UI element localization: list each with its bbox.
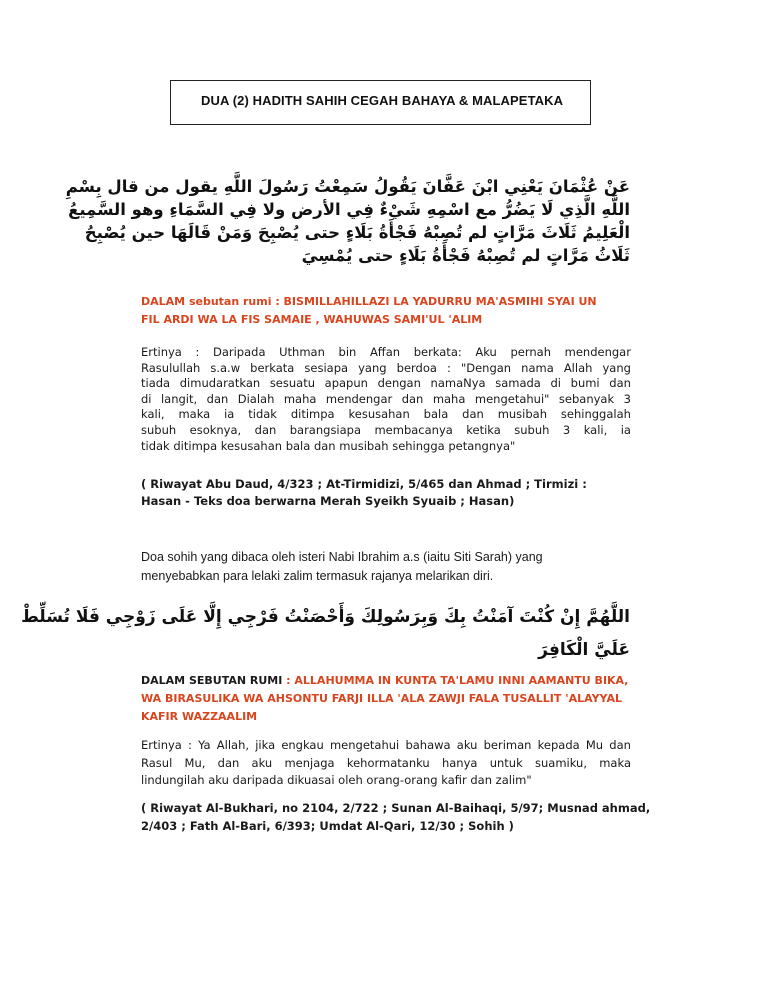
rumi-line	[141, 672, 631, 690]
hadith-2-rumi	[141, 672, 631, 726]
arabic-line: اللَّهِ الَّذِي لَا يَضُرُّ مع اسْمِهِ شَيْءٌ فِي الأرض ولا فِي السَّمَاءِ وهو السَّمِيعُ	[68, 200, 630, 219]
intro-line: menyebabkan para lelaki zalim termasuk rajanya melarikan diri.	[141, 569, 494, 583]
translation-line: kali, maka ia tidak ditimpa kesusahan bala dan musibah sehinggalah	[141, 407, 631, 422]
arabic-line: عَنْ عُثْمَانَ يَعْنِي ابْنَ عَفَّانَ يَقُولُ سَمِعْتُ رَسُولَ اللَّهِ يقول من قال بِسْمِ	[65, 177, 630, 196]
translation-line: Rasulullah s.a.w berkata sesiapa yang berdoa : "Dengan nama Allah yang	[141, 360, 631, 375]
hadith-1-translation	[141, 345, 631, 454]
hadith-1-rumi	[141, 293, 631, 329]
hadith-2-arabic	[21, 601, 630, 667]
arabic-line: ثَلَاثُ مَرَّاتٍ لم تُصِبْهُ فَجْأَةُ بَلَاءٍ حتى يُمْسِيَ	[301, 246, 630, 265]
arabic-line: عَلَيَّ الْكَافِرَ	[538, 640, 630, 660]
arabic-line: الْعَلِيمُ ثَلَاثَ مَرَّاتٍ لم تُصِبْهُ فَجْأَةُ بَلَاءٍ حتى يُصْبِحَ وَمَنْ قَالَهَا حين يُصْبِحُ	[84, 223, 630, 242]
translation-line: Ertinya : Daripada Uthman bin Affan berkata: Aku pernah mendengar	[141, 345, 631, 359]
reference-line: ( Riwayat Al-Bukhari, no 2104, 2/722 ; Sunan Al-Baihaqi, 5/97; Musnad ahmad,	[141, 801, 651, 815]
translation-line: lindungilah aku daripada dikuasai oleh orang-orang kafir dan zalim"	[141, 773, 532, 787]
reference-line: Hasan - Teks doa berwarna Merah Syeikh Syuaib ; Hasan)	[141, 494, 515, 508]
rumi-line: KAFIR WAZZAALIM	[141, 710, 258, 723]
translation-line: Ertinya : Ya Allah, jika engkau mengetahui bahawa aku beriman kepada Mu dan	[141, 738, 631, 752]
hadith-2-translation	[141, 737, 631, 790]
hadith-2-reference	[141, 800, 651, 835]
rumi-text: : ALLAHUMMA IN KUNTA TA'LAMU INNI AAMANTU BIKA,	[282, 674, 629, 687]
reference-line: 2/403 ; Fath Al-Bari, 6/393; Umdat Al-Qari, 12/30 ; Sohih )	[141, 818, 514, 833]
rumi-line: WA BIRASULIKA WA AHSONTU FARJI ILLA 'ALA ZAWJI FALA TUSALLIT 'ALAYYAL	[141, 692, 622, 705]
translation-line: Rasul Mu, dan aku menjaga kehormatanku hanya untuk suamiku, maka	[141, 755, 631, 770]
intro-line: Doa sohih yang dibaca oleh isteri Nabi Ibrahim a.s (iaitu Siti Sarah) yang	[141, 550, 543, 564]
translation-line: tidak ditimpa kesusahan bala dan musibah sehingga petangnya"	[141, 438, 516, 453]
translation-line: di langit, dan Dialah maha mendengar dan maha mengetahui" sebanyak 3	[141, 391, 631, 406]
page-title: DUA (2) HADITH SAHIH CEGAH BAHAYA & MALAPETAKA	[201, 93, 564, 108]
rumi-prefix: DALAM SEBUTAN RUMI	[141, 674, 283, 687]
reference-line: ( Riwayat Abu Daud, 4/323 ; At-Tirmidizi, 5/465 dan Ahmad ; Tirmizi :	[141, 477, 587, 491]
rumi-line: FIL ARDI WA LA FIS SAMAIE , WAHUWAS SAMI'UL 'ALIM	[141, 313, 483, 326]
title-box	[170, 80, 591, 125]
translation-line: tiada dimudaratkan sesuatu apapun dengan namaNya samada di bumi dan	[141, 376, 631, 391]
hadith-1-reference	[141, 476, 631, 510]
arabic-line: اللَّهُمَّ إِنْ كُنْتَ آمَنْتُ بِكَ وَبِرَسُولِكَ وَأَحْصَنْتُ فَرْجِي إِلَّا عَلَى زَوْجِي فَلَا تُسَلِّطْ	[21, 607, 630, 627]
rumi-line: DALAM sebutan rumi : BISMILLAHILLAZI LA YADURRU MA'ASMIHI SYAI UN	[141, 295, 597, 308]
hadith-2-intro	[141, 548, 631, 586]
hadith-1-arabic	[65, 175, 630, 267]
translation-line: subuh esoknya, dan barangsiapa membacanya ketika subuh 3 kali, ia	[141, 422, 631, 437]
